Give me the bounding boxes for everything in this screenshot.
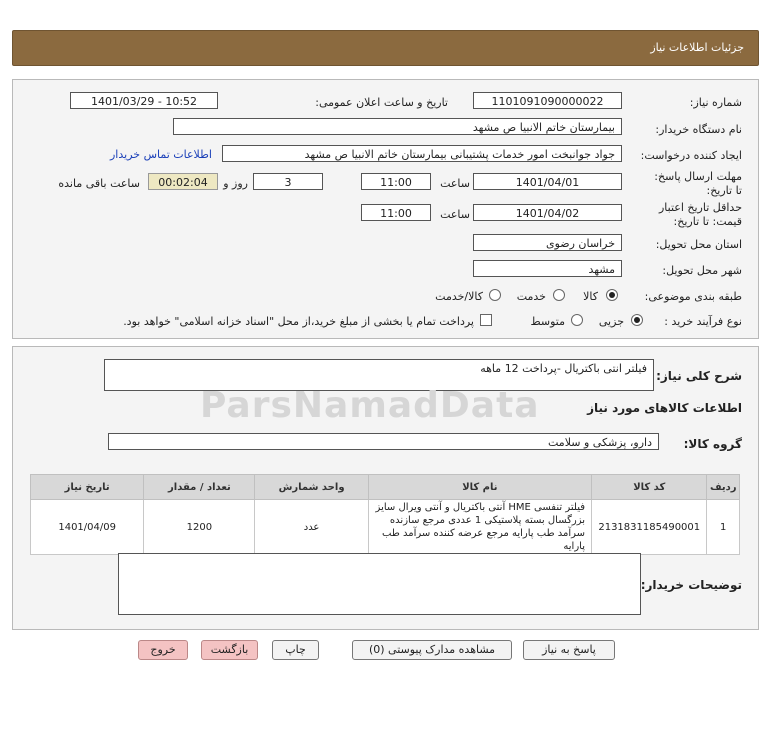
page-header: [12, 30, 759, 66]
creator-label: ایجاد کننده درخواست:: [640, 149, 742, 162]
validity-date-field: 1401/04/02: [473, 204, 622, 221]
process-option-medium: متوسط: [530, 315, 565, 328]
treasury-payment-checkbox[interactable]: [480, 314, 492, 326]
announce-field: 1401/03/29 - 10:52: [70, 92, 218, 109]
process-radio-minor[interactable]: [631, 314, 643, 326]
cell-row: 1: [707, 500, 740, 555]
city-field: مشهد: [473, 260, 622, 277]
category-radio-goods[interactable]: [606, 289, 618, 301]
exit-button[interactable]: خروج: [138, 640, 188, 660]
category-option-goods: کالا: [583, 290, 598, 303]
buyer-notes-label: توضیحات خریدار:: [640, 578, 742, 592]
days-field: 3: [253, 173, 323, 190]
category-radio-both[interactable]: [489, 289, 501, 301]
city-label: شهر محل تحویل:: [662, 264, 742, 277]
col-date: تاریخ نیاز: [31, 475, 144, 500]
description-label: شرح کلی نیاز:: [656, 369, 742, 383]
reply-deadline-text: مهلت ارسال پاسخ: تا تاریخ:: [654, 170, 742, 197]
col-qty: تعداد / مقدار: [144, 475, 255, 500]
validity-text: حداقل تاریخ اعتبار قیمت: تا تاریخ:: [658, 201, 742, 228]
days-label: روز و: [223, 177, 248, 190]
validity-time-field: 11:00: [361, 204, 431, 221]
col-unit: واحد شمارش: [255, 475, 368, 500]
table-row: [31, 500, 740, 555]
goods-table-header: [31, 475, 740, 500]
reply-time-label: ساعت: [440, 177, 470, 190]
payment-note: پرداخت تمام یا بخشی از مبلغ خرید،از محل "اسناد خزانه اسلامی" خواهد بود.: [123, 315, 474, 328]
reply-button[interactable]: پاسخ به نیاز: [523, 640, 615, 660]
buyer-notes-field: [118, 553, 641, 615]
cell-code: 2131831185490001: [592, 500, 707, 555]
category-option-service: خدمت: [516, 290, 546, 303]
process-option-minor: جزیی: [598, 315, 624, 328]
page-title: جزئیات اطلاعات نیاز: [650, 41, 744, 54]
province-label: استان محل تحویل:: [655, 238, 742, 251]
col-row: ردیف: [707, 475, 740, 500]
goods-table: [30, 474, 740, 555]
need-number-label: شماره نیاز:: [689, 96, 742, 109]
announce-label: تاریخ و ساعت اعلان عمومی:: [315, 96, 448, 109]
cell-unit: عدد: [255, 500, 368, 555]
remaining-time-field: 00:02:04: [148, 173, 218, 190]
goods-group-field: دارو، پزشکی و سلامت: [108, 433, 659, 450]
goods-group-label: گروه کالا:: [683, 437, 742, 451]
cell-name: فیلتر تنفسی HME آنتی باکتریال و آنتی ویرال سایز بزرگسال بسته پلاستیکی 1 عددی مرجع سازنده سرآمد طب پارایه مرجع عرضه کننده سرآمد طب پارایه: [368, 500, 591, 555]
goods-section-title: اطلاعات کالاهای مورد نیاز: [587, 401, 742, 415]
need-number-field: 1101091090000022: [473, 92, 622, 109]
watermark: ParsNamadData: [200, 385, 540, 426]
validity-label: [650, 201, 742, 229]
category-label: طبقه بندی موضوعی:: [644, 290, 742, 303]
category-option-both: کالا/خدمت: [435, 290, 483, 303]
col-name: نام کالا: [368, 475, 591, 500]
buyer-org-field: بیمارستان خاتم الانبیا ص مشهد: [173, 118, 622, 135]
description-field: فیلتر انتی باکتریال -پرداخت 12 ماهه: [104, 359, 654, 391]
view-documents-button[interactable]: مشاهده مدارک پیوستی (0): [352, 640, 512, 660]
reply-time-field: 11:00: [361, 173, 431, 190]
remaining-label: ساعت باقی مانده: [58, 177, 140, 190]
reply-deadline-label: [652, 170, 742, 198]
province-field: خراسان رضوی: [473, 234, 622, 251]
process-radio-medium[interactable]: [571, 314, 583, 326]
cell-qty: 1200: [144, 500, 255, 555]
process-label: نوع فرآیند خرید :: [664, 315, 742, 328]
reply-date-field: 1401/04/01: [473, 173, 622, 190]
buyer-contact-link[interactable]: اطلاعات تماس خریدار: [110, 148, 212, 161]
buyer-org-label: نام دستگاه خریدار:: [655, 123, 742, 136]
col-code: کد کالا: [592, 475, 707, 500]
category-radio-service[interactable]: [553, 289, 565, 301]
cell-date: 1401/04/09: [31, 500, 144, 555]
creator-field: جواد جوانبخت امور خدمات پشتیبانی بیمارستان خاتم الانبیا ص مشهد: [222, 145, 622, 162]
back-button[interactable]: بازگشت: [201, 640, 258, 660]
print-button[interactable]: چاپ: [272, 640, 319, 660]
validity-time-label: ساعت: [440, 208, 470, 221]
